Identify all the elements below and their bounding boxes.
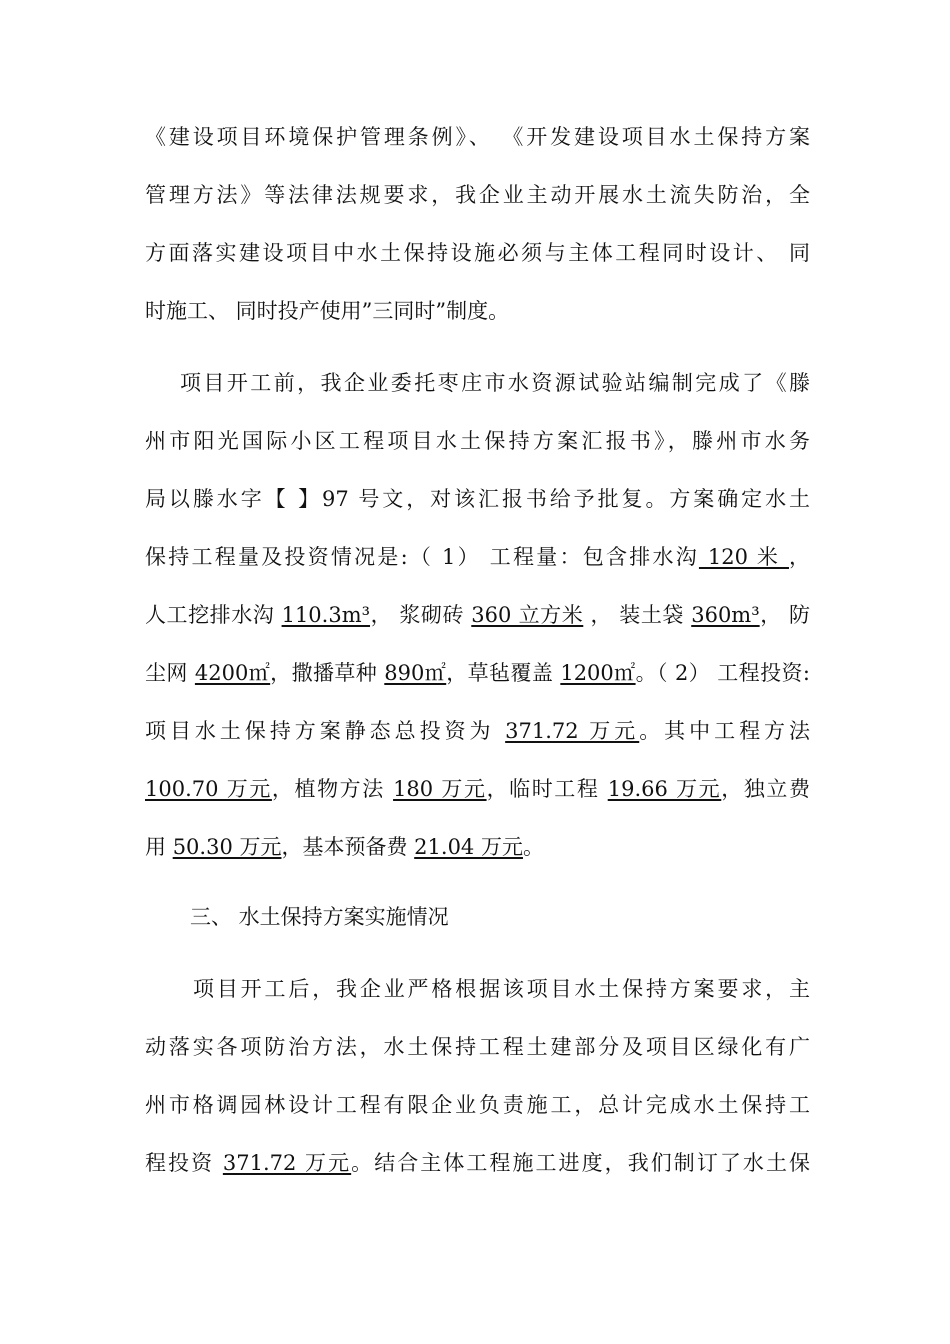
paragraph-2-line-2: 州市阳光国际小区工程项目水土保持方案汇报书》，滕州市水务 (145, 429, 810, 453)
paragraph-2-line-9 (145, 832, 810, 862)
underlined-value-soilbag: 360m³ (691, 603, 760, 627)
underlined-value-completed-investment: 371.72 万元 (222, 1151, 352, 1175)
paragraph-2-line-8 (145, 774, 810, 804)
text-run: ，草毡覆盖 (446, 661, 561, 685)
text-run: ，基本预备费 (281, 835, 415, 859)
paragraph-2-line-6 (145, 658, 810, 688)
underlined-value-independent: 50.30 万元 (172, 835, 282, 859)
underlined-value-engineering: 100.70 万元 (145, 777, 272, 801)
text-run: 尘网 (145, 661, 195, 685)
text-run: ，临时工程 (486, 777, 608, 801)
paragraph-1-line-2: 管理方法》等法律法规要求，我企业主动开展水土流失防治，全 (145, 183, 810, 207)
underlined-value-brick: 360 立方米 (471, 603, 584, 627)
underlined-value-grass: 890㎡ (384, 661, 447, 685)
text-run: 。 (522, 835, 544, 859)
text-run: ， 装土袋 (583, 603, 692, 627)
text-run: 。其中工程方法 (639, 719, 810, 743)
text-run: 。（ 2） 工程投资: (635, 661, 810, 685)
paragraph-3-line-1: 项目开工后，我企业严格根据该项目水土保持方案要求，主 (193, 977, 810, 1001)
underlined-value-drainage: 120 米 (698, 545, 789, 569)
underlined-value-ditch: 110.3m³ (281, 603, 371, 627)
text-run: 保持工程量及投资情况是:（ 1） 工程量：包含排水沟 (145, 545, 699, 569)
text-run: ，独立费 (721, 777, 810, 801)
underlined-value-plant: 180 万元 (393, 777, 487, 801)
text-run: 用 (145, 835, 173, 859)
underlined-value-temporary: 19.66 万元 (607, 777, 722, 801)
text-run: ，撒播草种 (270, 661, 385, 685)
underlined-value-total-investment: 371.72 万元 (505, 719, 640, 743)
text-run: ，植物方法 (271, 777, 394, 801)
paragraph-2-line-5 (145, 600, 810, 630)
text-run: 人工挖排水沟 (145, 603, 282, 627)
text-run: 。结合主体工程施工进度，我们制订了水土保 (351, 1151, 810, 1175)
underlined-value-blanket: 1200㎡ (560, 661, 636, 685)
text-run: ， 防 (759, 603, 810, 627)
paragraph-1-line-3: 方面落实建设项目中水土保持设施必须与主体工程同时设计、 同 (145, 241, 810, 265)
paragraph-2-line-4 (145, 542, 810, 572)
text-run: ， 浆砌砖 (370, 603, 472, 627)
paragraph-1-line-1: 《建设项目环境保护管理条例》、 《开发建设项目水土保持方案 (145, 125, 810, 149)
paragraph-3-line-3: 州市格调园林设计工程有限企业负责施工，总计完成水土保持工 (145, 1093, 810, 1117)
paragraph-1-line-4: 时施工、 同时投产使用”三同时”制度。 (145, 299, 510, 323)
paragraph-2-line-1: 项目开工前，我企业委托枣庄市水资源试验站编制完成了《滕 (180, 371, 810, 395)
underlined-value-reserve: 21.04 万元 (414, 835, 523, 859)
paragraph-3-line-2: 动落实各项防治方法，水土保持工程土建部分及项目区绿化有广 (145, 1035, 810, 1059)
text-run: 项目水土保持方案静态总投资为 (145, 719, 506, 743)
paragraph-2-line-3: 局以滕水字【 】97 号文，对该汇报书给予批复。方案确定水土 (145, 487, 810, 511)
underlined-value-dustnet: 4200㎡ (194, 661, 271, 685)
paragraph-3-line-4 (145, 1148, 810, 1178)
section-heading: 三、 水土保持方案实施情况 (190, 905, 449, 929)
text-run: 程投资 (145, 1151, 223, 1175)
paragraph-2-line-7 (145, 716, 810, 746)
text-run: ， (789, 545, 810, 569)
